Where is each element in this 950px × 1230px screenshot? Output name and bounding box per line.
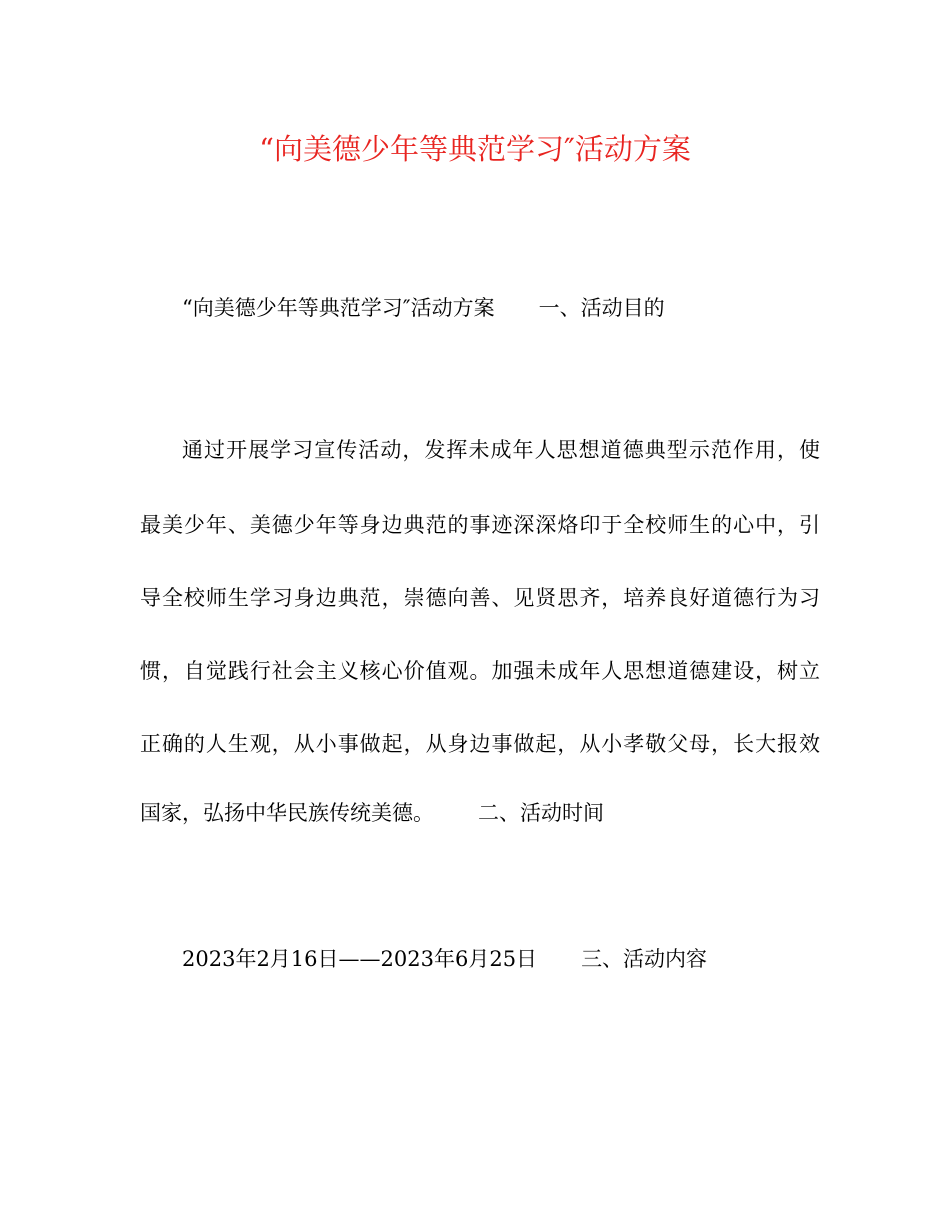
paragraph-line: 最美少年、美德少年等身边典范的事迹深深烙印于全校师生的心中，引 [140, 513, 820, 537]
intro-line [182, 292, 862, 324]
activity-date-range: 2023年2月16日——2023年6月25日 [182, 947, 538, 971]
page-title: “向美德少年等典范学习″活动方案 [259, 132, 691, 166]
paragraph-line: 通过开展学习宣传活动，发挥未成年人思想道德典型示范作用，使 [182, 438, 820, 462]
section-heading-purpose: 一、活动目的 [538, 296, 665, 320]
paragraph-line: 惯，自觉践行社会主义核心价值观。加强未成年人思想道德建设，树立 [140, 659, 820, 683]
paragraph-last-line [140, 797, 820, 829]
paragraph-end-text: 国家，弘扬中华民族传统美德。 [140, 801, 434, 825]
intro-title: “向美德少年等典范学习″活动方案 [182, 296, 495, 320]
paragraph-line: 正确的人生观，从小事做起，从身边事做起，从小孝敬父母，长大报效 [140, 732, 820, 756]
section-heading-time: 二、活动时间 [478, 801, 604, 825]
time-line [182, 943, 862, 975]
paragraph-line: 导全校师生学习身边典范，崇德向善、见贤思齐，培养良好道德行为习 [140, 586, 820, 610]
section-heading-content: 三、活动内容 [581, 947, 708, 971]
